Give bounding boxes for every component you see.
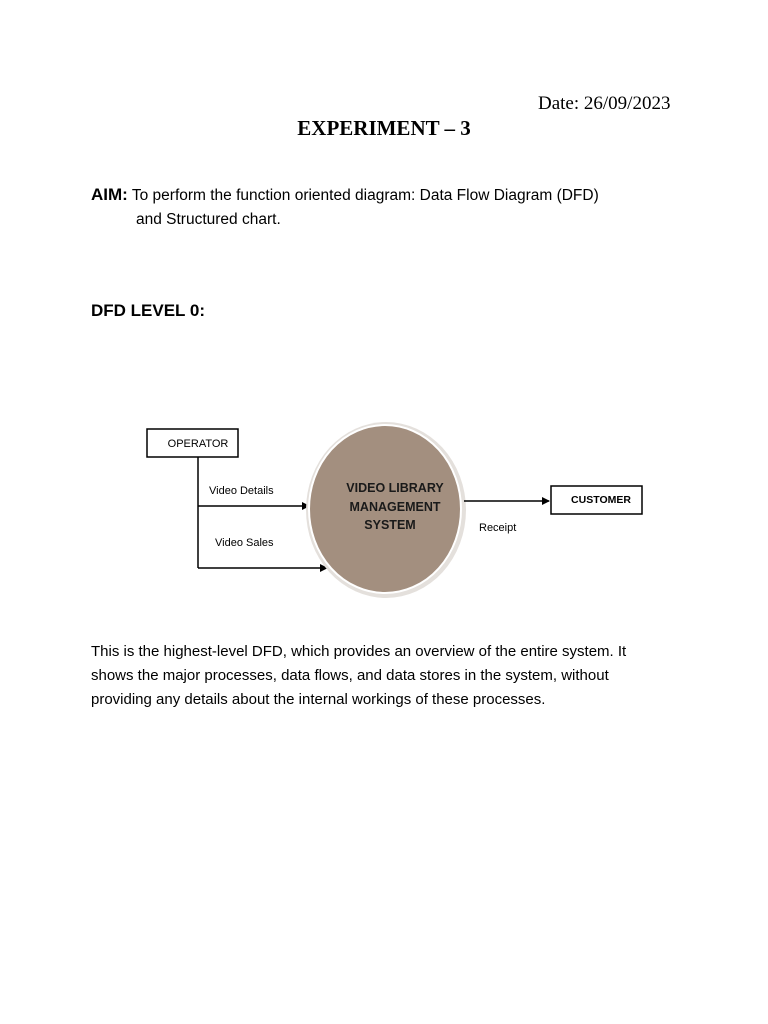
video-sales-label: Video Sales xyxy=(215,537,274,549)
date-text: Date: 26/09/2023 xyxy=(538,93,671,114)
operator-label: OPERATOR xyxy=(167,438,229,450)
section-heading: DFD LEVEL 0: xyxy=(91,301,205,320)
aim-label: AIM: xyxy=(91,185,128,204)
paragraph-line3: providing any details about the internal workings of these processes. xyxy=(91,691,546,708)
aim-text-line1: To perform the function oriented diagram: Data Flow Diagram (DFD) xyxy=(131,187,599,204)
process-label-line3: SYSTEM xyxy=(364,518,416,532)
page-title: EXPERIMENT – 3 xyxy=(297,116,471,140)
description-paragraph xyxy=(91,640,691,712)
paragraph-line1: This is the highest-level DFD, which provides an overview of the entire system. It xyxy=(91,643,627,660)
paragraph-line2: shows the major processes, data flows, and data stores in the system, without xyxy=(91,667,609,684)
aim-text-line2: and Structured chart. xyxy=(136,211,281,228)
process-label-line1: VIDEO LIBRARY xyxy=(346,481,444,495)
video-details-label: Video Details xyxy=(209,485,274,497)
customer-label: CUSTOMER xyxy=(571,494,631,506)
receipt-label: Receipt xyxy=(479,522,517,534)
process-label-line2: MANAGEMENT xyxy=(349,500,441,514)
